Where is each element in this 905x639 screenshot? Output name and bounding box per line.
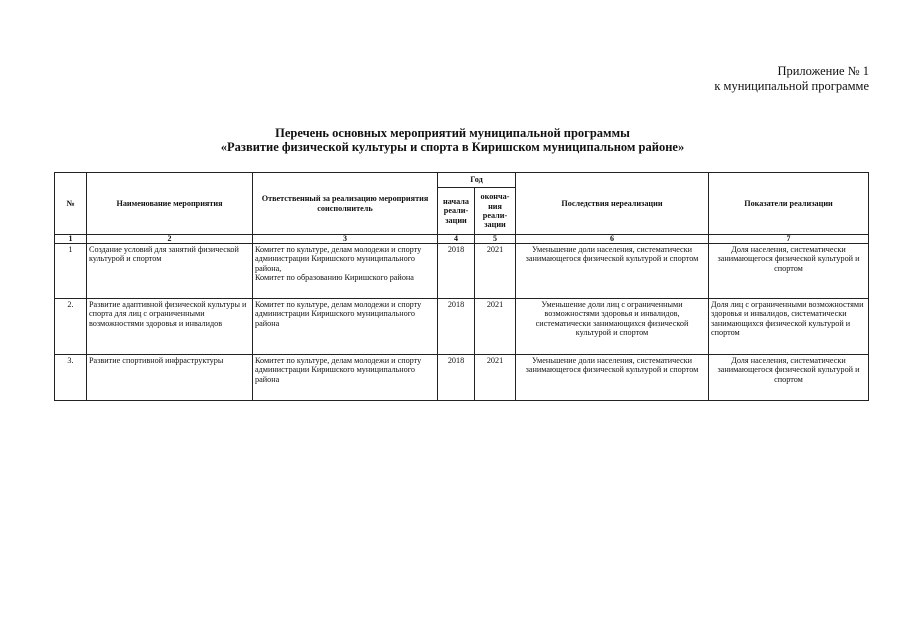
row-indicators: Доля лиц с ограниченными возможностями здоровья и инвалидов, систематически занимающихся физической культурой и спортом [709,299,869,355]
col-number: 4 [438,235,475,244]
row-start: 2018 [438,299,475,355]
row-responsible: Комитет по культуре, делам молодежи и спорту администрации Киришского муниципального района [253,355,438,401]
responsible-line: Комитет по культуре, делам молодежи и спорту администрации Киришского муниципального района, [255,245,422,273]
row-indicators: Доля населения, систематически занимающегося физической культурой и спортом [709,244,869,299]
appendix-line-1: Приложение № 1 [777,64,869,78]
col-number: 3 [253,235,438,244]
table-row [55,355,869,401]
row-end: 2021 [475,244,516,299]
title-line-2: «Развитие физической культуры и спорта в Киришском муниципальном районе» [220,140,685,154]
header-consequences: Последствия нереализации [516,173,709,235]
appendix-note [714,64,869,94]
col-number: 2 [87,235,253,244]
header-name: Наименование мероприятия [87,173,253,235]
col-number: 1 [55,235,87,244]
col-number: 6 [516,235,709,244]
row-end: 2021 [475,299,516,355]
row-end: 2021 [475,355,516,401]
row-start: 2018 [438,355,475,401]
measures-table [54,172,869,401]
header-end: оконча-ния реали-зации [475,188,516,235]
header-responsible: Ответственный за реализацию мероприятия соисполнитель [253,173,438,235]
row-responsible [253,244,438,299]
col-number: 5 [475,235,516,244]
responsible-line: Комитет по образованию Киришского района [255,273,414,283]
table-row [55,299,869,355]
row-responsible: Комитет по культуре, делам молодежи и спорту администрации Киришского муниципального района [253,299,438,355]
table-row [55,244,869,299]
row-start: 2018 [438,244,475,299]
row-num: 1 [55,244,87,299]
row-name: Развитие адаптивной физической культуры и спорта для лиц с ограниченными возможностями здоровья и инвалидов [87,299,253,355]
header-indicators: Показатели реализации [709,173,869,235]
appendix-line-2: к муниципальной программе [714,79,869,93]
row-name: Развитие спортивной инфраструктуры [87,355,253,401]
col-number: 7 [709,235,869,244]
row-name: Создание условий для занятий физической культурой и спортом [87,244,253,299]
title-line-1: Перечень основных мероприятий муниципальной программы [275,126,630,140]
row-consequences: Уменьшение доли населения, систематически занимающегося физической культурой и спортом [516,355,709,401]
row-consequences: Уменьшение доли лиц с ограниченными возможностями здоровья и инвалидов, систематически занимающихся физической культурой и спортом [516,299,709,355]
row-num: 3. [55,355,87,401]
header-start: начала реали-зации [438,188,475,235]
row-consequences: Уменьшение доли населения, систематически занимающегося физической культурой и спортом [516,244,709,299]
row-num: 2. [55,299,87,355]
row-indicators: Доля населения, систематически занимающегося физической культурой и спортом [709,355,869,401]
header-year: Год [438,173,516,188]
header-num: № [55,173,87,235]
document-title [0,126,905,154]
